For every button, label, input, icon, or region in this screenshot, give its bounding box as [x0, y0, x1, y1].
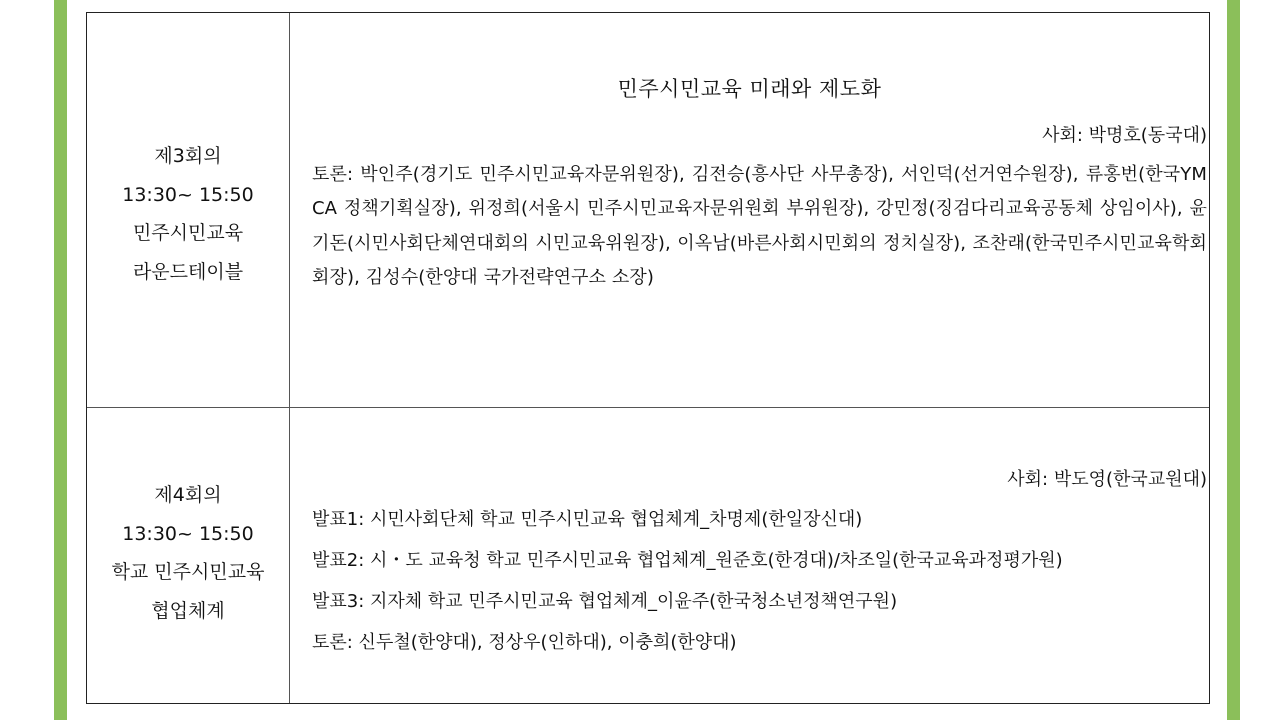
session-4-detail-cell — [290, 408, 1209, 703]
schedule-table — [86, 12, 1210, 704]
session-4-row — [87, 408, 1209, 703]
session-3-topic-line1: 민주시민교육 — [132, 222, 244, 244]
session-3-topic-line2: 라운드테이블 — [132, 260, 244, 283]
left-accent-stripe — [54, 0, 67, 720]
session-4-discussion: 토론: 신두철(한양대), 정상우(인하대), 이충희(한양대) — [312, 632, 737, 653]
session-4-name: 제4회의 — [154, 484, 222, 506]
session-4-topic-line2: 협업체계 — [151, 599, 225, 622]
session-4-info-cell — [87, 408, 290, 703]
session-4-topic-line1: 학교 민주시민교육 — [111, 561, 265, 583]
session-3-title: 민주시민교육 미래와 제도화 — [617, 77, 882, 101]
session-3-detail-cell — [290, 13, 1209, 407]
session-3-name: 제3회의 — [154, 145, 222, 167]
session-3-time: 13:30~ 15:50 — [122, 183, 254, 206]
session-3-info-cell — [87, 13, 290, 407]
session-3-moderator: 사회: 박명호(동국대) — [1042, 125, 1207, 146]
session-4-presentation-3: 발표3: 지자체 학교 민주시민교육 협업체계_이윤주(한국청소년정책연구원) — [312, 591, 898, 612]
session-3-discussion: 토론: 박인주(경기도 민주시민교육자문위원장), 김전승(흥사단 사무총장), 서인덕(선거연수원장), 류홍번(한국YMCA 정책기획실장), 위정희(서울시 민주시민교육자문위원회 부위원장), 강민정(징검다리교육공동체 상임이사), 윤기돈(시민사회단체연대회의 시민교육위원장), 이옥남(바른사회시민회의 정치실장), 조찬래(한국민주시민교육학회 회장), 김성수(한양대 국가전략연구소 소장) — [312, 164, 1207, 288]
session-4-presentation-1: 발표1: 시민사회단체 학교 민주시민교육 협업체계_차명제(한일장신대) — [312, 509, 863, 530]
session-3-row — [87, 13, 1209, 408]
session-4-moderator: 사회: 박도영(한국교원대) — [1007, 469, 1207, 490]
session-4-time: 13:30~ 15:50 — [122, 522, 254, 545]
right-accent-stripe — [1227, 0, 1240, 720]
session-4-presentation-2: 발표2: 시・도 교육청 학교 민주시민교육 협업체계_원준호(한경대)/차조일(한국교육과정평가원) — [312, 550, 1063, 571]
